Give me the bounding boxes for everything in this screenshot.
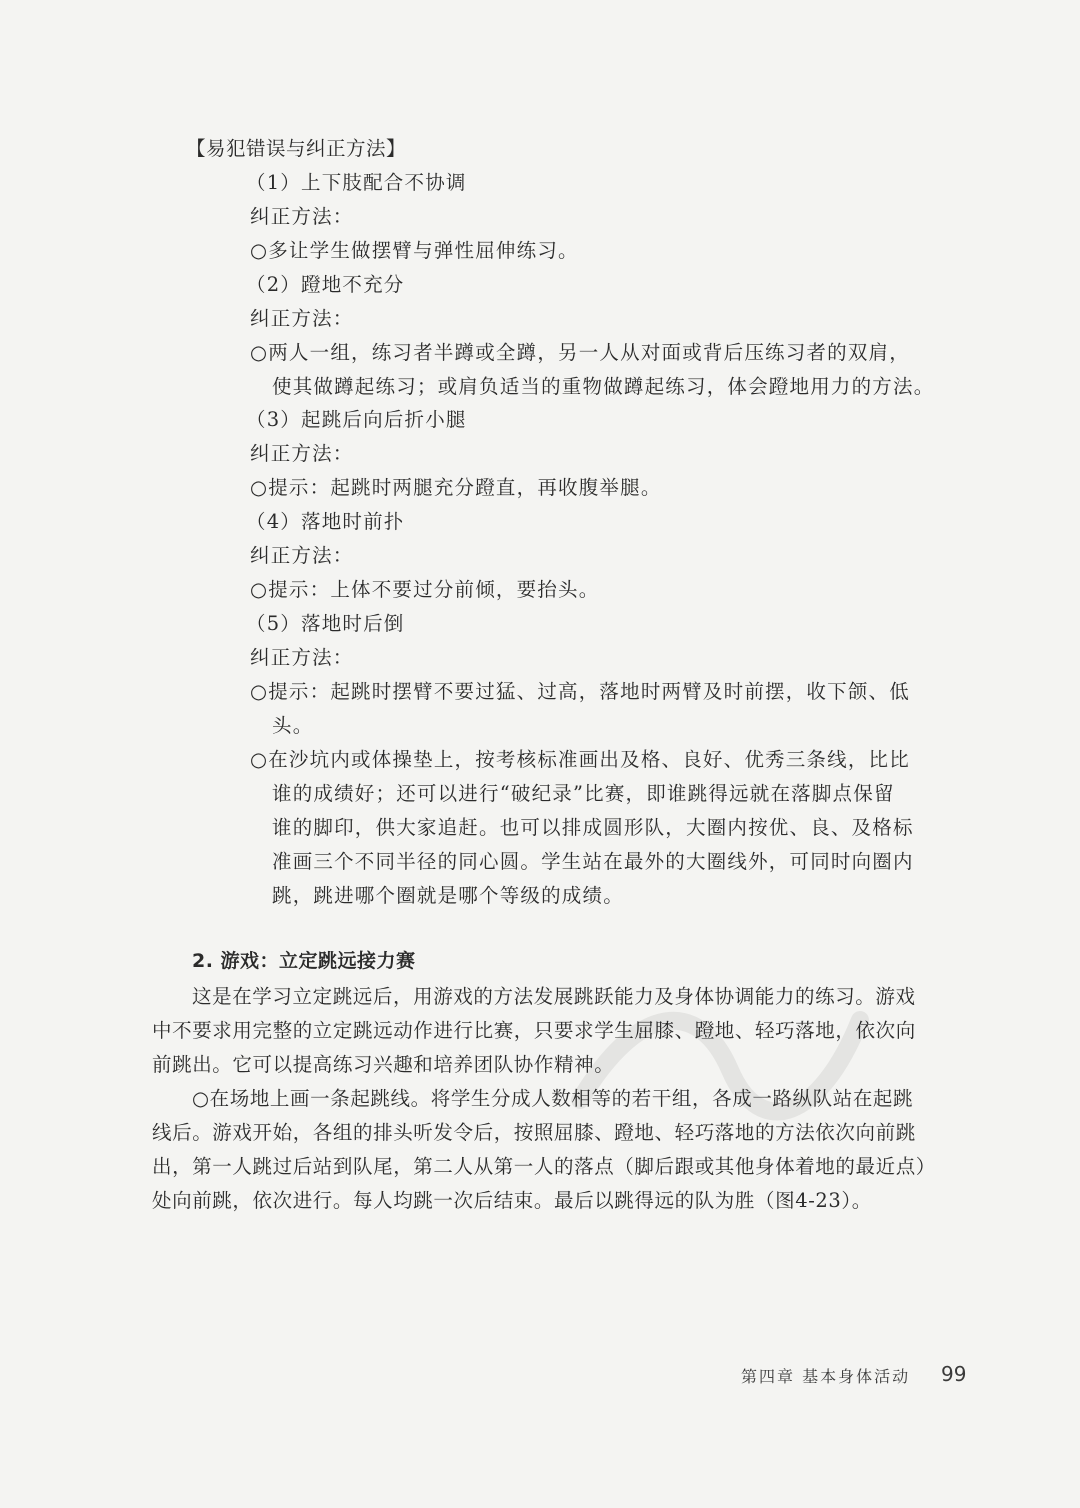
correction-label-3: 纠正方法： (250, 442, 354, 465)
correction-point-5-2-line-4: 准画三个不同半径的同心圆。学生站在最外的大圈线外，可同时向圈内 (272, 850, 914, 873)
correction-point-5-2-line-3: 谁的脚印，供大家追赶。也可以排成圆形队，大圈内按优、良、及格标 (272, 816, 914, 839)
page-footer (741, 1364, 910, 1387)
game-paragraph-1-line-2: 中不要求用完整的立定跳远动作进行比赛，只要求学生屈膝、蹬地、轻巧落地，依次向 (152, 1019, 916, 1042)
page-number: 99 (941, 1362, 967, 1386)
correction-point-3-1: ○提示：起跳时两腿充分蹬直，再收腹举腿。 (250, 476, 662, 499)
chapter-title: 第四章 基本身体活动 (741, 1367, 911, 1386)
correction-point-4-1: ○提示：上体不要过分前倾，要抬头。 (250, 578, 600, 601)
correction-point-2-1-line-2: 使其做蹲起练习；或肩负适当的重物做蹲起练习，体会蹬地用力的方法。 (272, 375, 935, 398)
error-heading-5: （5）落地时后倒 (246, 612, 405, 635)
correction-point-1-1: ○多让学生做摆臂与弹性屈伸练习。 (250, 239, 579, 262)
correction-label-1: 纠正方法： (250, 205, 354, 228)
game-paragraph-2-line-1: ○在场地上画一条起跳线。将学生分成人数相等的若干组，各成一路纵队站在起跳 (192, 1087, 914, 1110)
error-heading-3: （3）起跳后向后折小腿 (246, 408, 467, 431)
game-paragraph-2-line-4: 处向前跳，依次进行。每人均跳一次后结束。最后以跳得远的队为胜（图4-23）。 (152, 1189, 872, 1212)
game-paragraph-1-line-3: 前跳出。它可以提高练习兴趣和培养团队协作精神。 (152, 1053, 615, 1076)
error-heading-1: （1）上下肢配合不协调 (246, 171, 467, 194)
error-heading-2: （2）蹬地不充分 (246, 273, 405, 296)
correction-label-4: 纠正方法： (250, 544, 354, 567)
correction-label-5: 纠正方法： (250, 646, 354, 669)
error-heading-4: （4）落地时前扑 (246, 510, 405, 533)
correction-point-5-1-line-2: 头。 (272, 714, 314, 737)
game-paragraph-1-line-1: 这是在学习立定跳远后，用游戏的方法发展跳跃能力及身体协调能力的练习。游戏 (192, 985, 916, 1008)
correction-point-5-2-line-5: 跳，跳进哪个圈就是哪个等级的成绩。 (272, 884, 624, 907)
game-paragraph-2-line-3: 出，第一人跳过后站到队尾，第二人从第一人的落点（脚后跟或其他身体着地的最近点） (152, 1155, 936, 1178)
correction-label-2: 纠正方法： (250, 307, 354, 330)
correction-point-5-2-line-1: ○在沙坑内或体操垫上，按考核标准画出及格、良好、优秀三条线，比比 (250, 748, 910, 771)
correction-point-5-2-line-2: 谁的成绩好；还可以进行“破纪录”比赛，即谁跳得远就在落脚点保留 (272, 782, 895, 805)
section-title-game: 2. 游戏：立定跳远接力赛 (192, 950, 416, 972)
correction-point-5-1-line-1: ○提示：起跳时摆臂不要过猛、过高，落地时两臂及时前摆，收下颌、低 (250, 680, 910, 703)
game-paragraph-2-line-2: 线后。游戏开始，各组的排头听发令后，按照屈膝、蹬地、轻巧落地的方法依次向前跳 (152, 1121, 916, 1144)
section-title-common-errors: 【易犯错误与纠正方法】 (186, 137, 407, 160)
correction-point-2-1-line-1: ○两人一组，练习者半蹲或全蹲，另一人从对面或背后压练习者的双肩， (250, 341, 910, 364)
